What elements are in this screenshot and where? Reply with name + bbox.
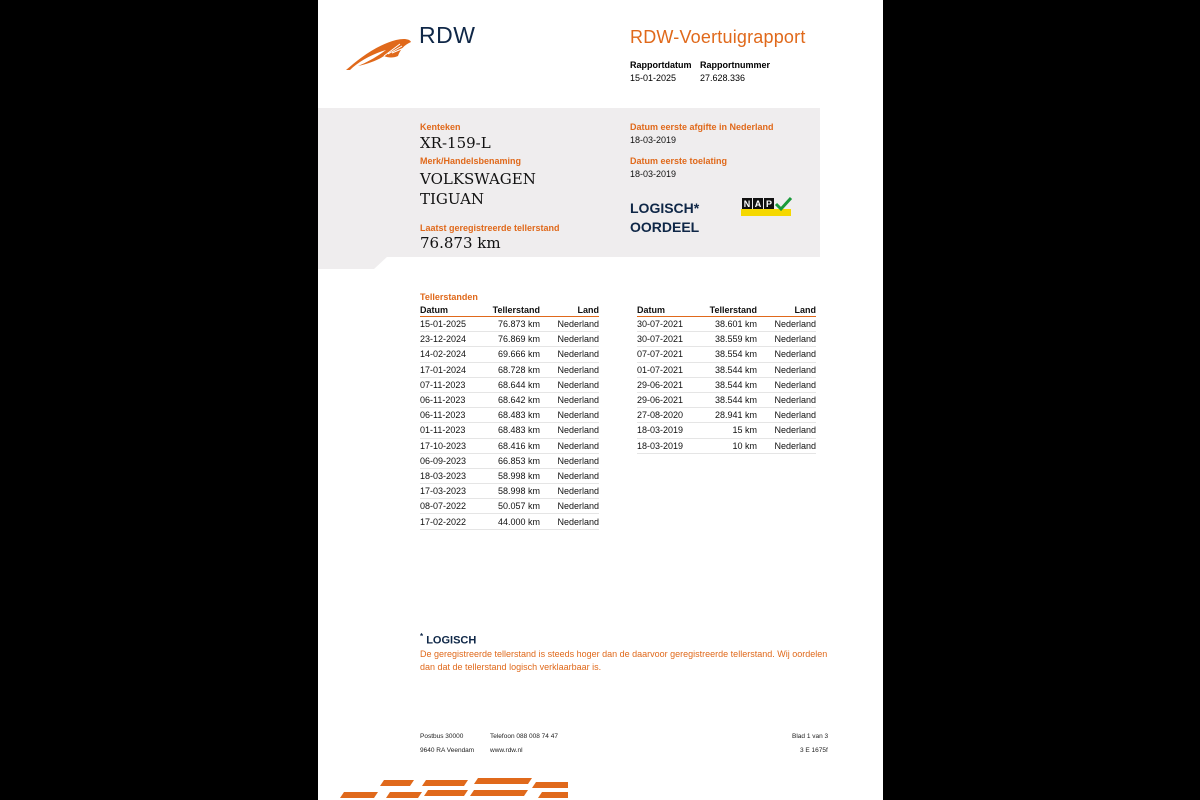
footer-code: 3 E 1675f (800, 747, 828, 754)
report-number-value: 27.628.336 (700, 73, 746, 83)
footer-stripes-icon (318, 772, 568, 800)
cell-datum: 30-07-2021 (637, 332, 707, 347)
panel-notch (318, 256, 388, 270)
table-row (637, 408, 816, 423)
cell-land: Nederland (540, 514, 599, 529)
plate-value: XR-159-L (420, 134, 491, 152)
report-date-label: Rapportdatum (630, 60, 692, 70)
odometer-label: Laatst geregistreerde tellerstand (420, 223, 560, 233)
table-row (637, 347, 816, 362)
cell-land: Nederland (540, 438, 599, 453)
cell-tellerstand: 38.554 km (707, 347, 757, 362)
table-row (420, 468, 599, 483)
cell-land: Nederland (540, 484, 599, 499)
cell-land: Nederland (540, 392, 599, 407)
table-row (420, 332, 599, 347)
table-row (420, 377, 599, 392)
cell-tellerstand: 58.998 km (490, 484, 540, 499)
cell-land: Nederland (540, 362, 599, 377)
cell-land: Nederland (540, 377, 599, 392)
nap-letter-a: A (754, 199, 762, 209)
cell-datum: 17-10-2023 (420, 438, 490, 453)
model-value: TIGUAN (420, 190, 485, 208)
table-row (420, 423, 599, 438)
table-row (420, 514, 599, 529)
cell-land: Nederland (757, 317, 816, 332)
verdict-line-1: LOGISCH* (630, 200, 700, 216)
cell-land: Nederland (757, 362, 816, 377)
cell-tellerstand: 68.728 km (490, 362, 540, 377)
footer-postbus: Postbus 30000 (420, 733, 464, 740)
table-row (637, 377, 816, 392)
cell-tellerstand: 68.642 km (490, 392, 540, 407)
cell-datum: 07-11-2023 (420, 377, 490, 392)
plate-label: Kenteken (420, 122, 461, 132)
cell-land: Nederland (757, 408, 816, 423)
cell-tellerstand: 38.559 km (707, 332, 757, 347)
table-row (420, 317, 599, 332)
cell-datum: 30-07-2021 (637, 317, 707, 332)
cell-tellerstand: 68.483 km (490, 408, 540, 423)
readings-title: Tellerstanden (420, 292, 478, 302)
cell-land: Nederland (540, 453, 599, 468)
report-number (700, 60, 770, 83)
readings-table-left (420, 305, 599, 530)
note-star: * (420, 632, 424, 641)
cell-datum: 01-07-2021 (637, 362, 707, 377)
cell-datum: 17-02-2022 (420, 514, 490, 529)
cell-datum: 18-03-2019 (637, 438, 707, 453)
cell-tellerstand: 15 km (707, 423, 757, 438)
first-admission-label: Datum eerste toelating (630, 156, 728, 166)
report-date (630, 60, 692, 83)
cell-tellerstand: 66.853 km (490, 453, 540, 468)
cell-datum: 18-03-2023 (420, 468, 490, 483)
cell-datum: 15-01-2025 (420, 317, 490, 332)
report-date-value: 15-01-2025 (630, 73, 677, 83)
nap-letter-n: N (743, 199, 751, 209)
footer-page: Blad 1 van 3 (792, 733, 829, 740)
col-tellerstand: Tellerstand (707, 305, 757, 317)
odometer-value: 76.873 km (420, 234, 501, 252)
cell-tellerstand: 38.544 km (707, 362, 757, 377)
cell-datum: 06-11-2023 (420, 392, 490, 407)
table-row (420, 438, 599, 453)
table-row (637, 392, 816, 407)
make-value: VOLKSWAGEN (420, 170, 536, 188)
table-row (420, 484, 599, 499)
cell-land: Nederland (540, 423, 599, 438)
table-header-row (637, 305, 816, 317)
cell-tellerstand: 44.000 km (490, 514, 540, 529)
nap-logo-icon (741, 197, 793, 217)
table-row (420, 362, 599, 377)
first-nl-value: 18-03-2019 (630, 135, 677, 145)
cell-datum: 14-02-2024 (420, 347, 490, 362)
cell-tellerstand: 10 km (707, 438, 757, 453)
report-title: RDW-Voertuigrapport (630, 27, 806, 47)
rdw-logo-icon (344, 36, 412, 72)
cell-datum: 06-09-2023 (420, 453, 490, 468)
make-label: Merk/Handelsbenaming (420, 156, 522, 166)
cell-tellerstand: 76.869 km (490, 332, 540, 347)
readings-table-right (637, 305, 816, 454)
col-land: Land (540, 305, 599, 317)
table-row (637, 362, 816, 377)
table-row (637, 332, 816, 347)
first-nl-label: Datum eerste afgifte in Nederland (630, 122, 774, 132)
cell-land: Nederland (757, 332, 816, 347)
report-number-label: Rapportnummer (700, 60, 771, 70)
cell-datum: 17-01-2024 (420, 362, 490, 377)
cell-datum: 01-11-2023 (420, 423, 490, 438)
table-row (637, 438, 816, 453)
cell-land: Nederland (540, 332, 599, 347)
cell-datum: 23-12-2024 (420, 332, 490, 347)
cell-land: Nederland (540, 317, 599, 332)
table-row (420, 347, 599, 362)
cell-land: Nederland (540, 347, 599, 362)
report-page (318, 0, 883, 800)
table-row (420, 453, 599, 468)
cell-datum: 07-07-2021 (637, 347, 707, 362)
cell-tellerstand: 38.544 km (707, 377, 757, 392)
cell-land: Nederland (757, 438, 816, 453)
brand-name: RDW (419, 22, 476, 48)
cell-datum: 08-07-2022 (420, 499, 490, 514)
table-row (420, 392, 599, 407)
cell-land: Nederland (540, 499, 599, 514)
col-tellerstand: Tellerstand (490, 305, 540, 317)
note-text: De geregistreerde tellerstand is steeds hoger dan de daarvoor geregistreerde tellerstand. Wij oordelen dan dat de tellerstand logisch verklaarbaar is. (420, 649, 828, 672)
verdict-line-2: OORDEEL (630, 219, 700, 235)
cell-datum: 18-03-2019 (637, 423, 707, 438)
footer-phone: Telefoon 088 008 74 47 (490, 733, 558, 740)
footer-website[interactable]: www.rdw.nl (490, 747, 523, 754)
nap-letter-p: P (765, 199, 773, 209)
cell-tellerstand: 68.644 km (490, 377, 540, 392)
cell-datum: 29-06-2021 (637, 392, 707, 407)
table-row (420, 408, 599, 423)
cell-tellerstand: 68.416 km (490, 438, 540, 453)
cell-land: Nederland (540, 408, 599, 423)
cell-tellerstand: 69.666 km (490, 347, 540, 362)
note-title-text: LOGISCH (426, 634, 477, 647)
note-title (420, 632, 476, 647)
cell-land: Nederland (757, 377, 816, 392)
cell-datum: 27-08-2020 (637, 408, 707, 423)
cell-tellerstand: 68.483 km (490, 423, 540, 438)
table-row (420, 499, 599, 514)
cell-tellerstand: 50.057 km (490, 499, 540, 514)
cell-datum: 29-06-2021 (637, 377, 707, 392)
col-datum: Datum (637, 305, 707, 317)
first-admission-value: 18-03-2019 (630, 169, 677, 179)
table-header-row (420, 305, 599, 317)
cell-tellerstand: 38.601 km (707, 317, 757, 332)
cell-tellerstand: 58.998 km (490, 468, 540, 483)
cell-tellerstand: 38.544 km (707, 392, 757, 407)
cell-land: Nederland (757, 347, 816, 362)
col-datum: Datum (420, 305, 490, 317)
cell-tellerstand: 28.941 km (707, 408, 757, 423)
cell-tellerstand: 76.873 km (490, 317, 540, 332)
table-row (637, 423, 816, 438)
footer-city: 9640 RA Veendam (420, 747, 475, 754)
cell-land: Nederland (540, 468, 599, 483)
cell-land: Nederland (757, 423, 816, 438)
col-land: Land (757, 305, 816, 317)
cell-datum: 17-03-2023 (420, 484, 490, 499)
cell-land: Nederland (757, 392, 816, 407)
cell-datum: 06-11-2023 (420, 408, 490, 423)
table-row (637, 317, 816, 332)
